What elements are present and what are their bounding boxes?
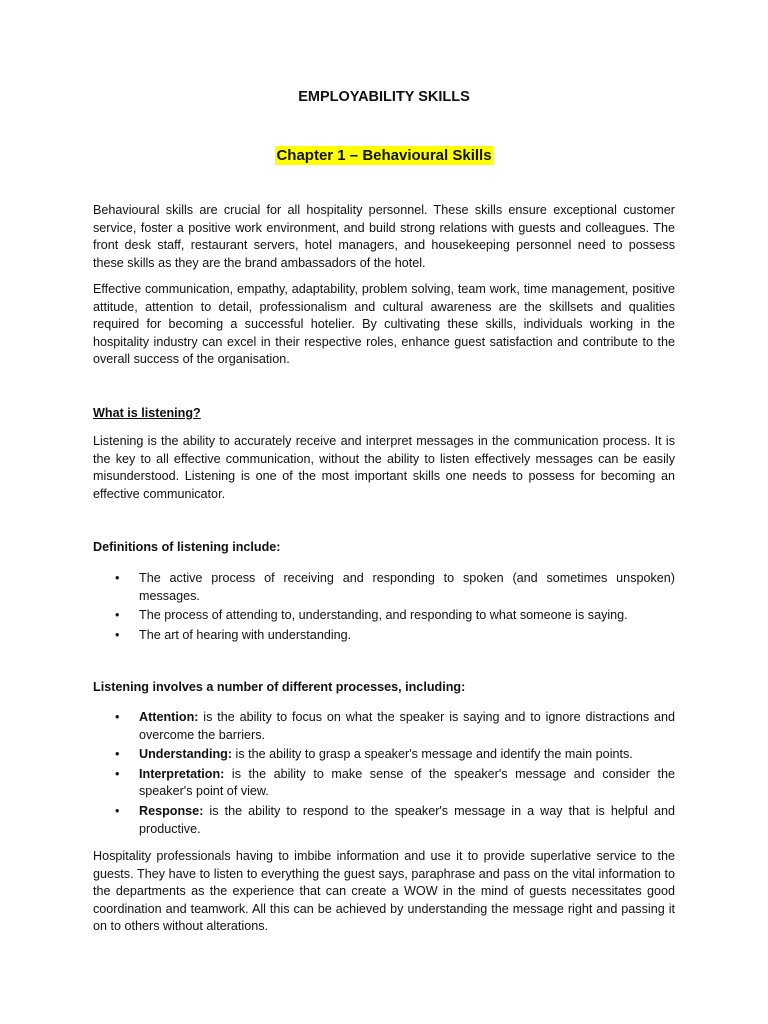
- process-text: is the ability to grasp a speaker's message and identify the main points.: [232, 747, 633, 762]
- chapter-heading: Chapter 1 – Behavioural Skills: [276, 147, 492, 164]
- bullet-icon: •: [115, 766, 120, 781]
- intro-paragraph-1: Behavioural skills are crucial for all hospitality personnel. These skills ensure exceptional customer service, foster a positive work environment, and build strong relations with guests and colleagues. The front desk staff, restaurant servers, hotel managers, and housekeeping personnel need to possess these skills as they are the brand ambassadors of the hotel.: [93, 203, 675, 270]
- list-item: [93, 709, 675, 744]
- listening-paragraph: Listening is the ability to accurately receive and interpret messages in the communication process. It is the key to all effective communication, without the ability to listen effectively messages can be easily misunderstood. Listening is one of the most important skills one needs to possess for becoming an effective communicator.: [93, 434, 675, 501]
- document-title: EMPLOYABILITY SKILLS: [298, 89, 470, 105]
- process-text: is the ability to focus on what the speaker is saying and to ignore distractions and overcome the barriers.: [139, 710, 675, 742]
- bullet-icon: •: [115, 608, 120, 623]
- list-item: [93, 570, 675, 605]
- processes-list: [93, 709, 675, 840]
- definitions-heading: Definitions of listening include:: [93, 540, 281, 554]
- chapter-heading-wrap: [0, 147, 768, 165]
- listening-heading: What is listening?: [93, 406, 201, 420]
- definition-text: The active process of receiving and responding to spoken (and sometimes unspoken) messages.: [139, 571, 675, 603]
- intro-paragraph-2: Effective communication, empathy, adaptability, problem solving, team work, time management, positive attitude, attention to detail, professionalism and cultural awareness are the skillsets and qualities required for becoming a successful hotelier. By cultivating these skills, individuals working in the hospitality industry can excel in their respective roles, enhance guest satisfaction and contribute to the overall success of the organisation.: [93, 282, 675, 367]
- list-item: [93, 607, 675, 625]
- bullet-icon: •: [115, 571, 120, 585]
- process-term: Interpretation:: [139, 766, 225, 781]
- process-term: Understanding:: [139, 747, 233, 762]
- list-item: [93, 746, 675, 764]
- bullet-icon: •: [115, 747, 120, 762]
- process-term: Response:: [139, 803, 204, 818]
- process-term: Attention:: [139, 710, 199, 724]
- bullet-icon: •: [115, 803, 120, 818]
- bullet-icon: •: [115, 710, 120, 724]
- definition-text: The process of attending to, understanding, and responding to what someone is saying.: [139, 608, 628, 623]
- definition-text: The art of hearing with understanding.: [139, 627, 352, 642]
- process-text: is the ability to make sense of the speaker's message and consider the speaker's point of view.: [139, 766, 675, 799]
- closing-paragraph: Hospitality professionals having to imbibe information and use it to provide superlative service to the guests. They have to listen to everything the guest says, paraphrase and pass on the vital information to the departments as the experience that can create a WOW in the mind of guests necessitates good coordination and teamwork. All this can be achieved by understanding the message right and passing it on to others without alterations.: [93, 849, 675, 934]
- list-item: [93, 766, 675, 801]
- process-text: is the ability to respond to the speaker's message in a way that is helpful and productive.: [139, 803, 675, 836]
- definitions-list: [93, 570, 675, 646]
- list-item: [93, 803, 675, 838]
- processes-heading: Listening involves a number of different processes, including:: [93, 680, 466, 694]
- bullet-icon: •: [115, 627, 120, 642]
- list-item: [93, 627, 675, 645]
